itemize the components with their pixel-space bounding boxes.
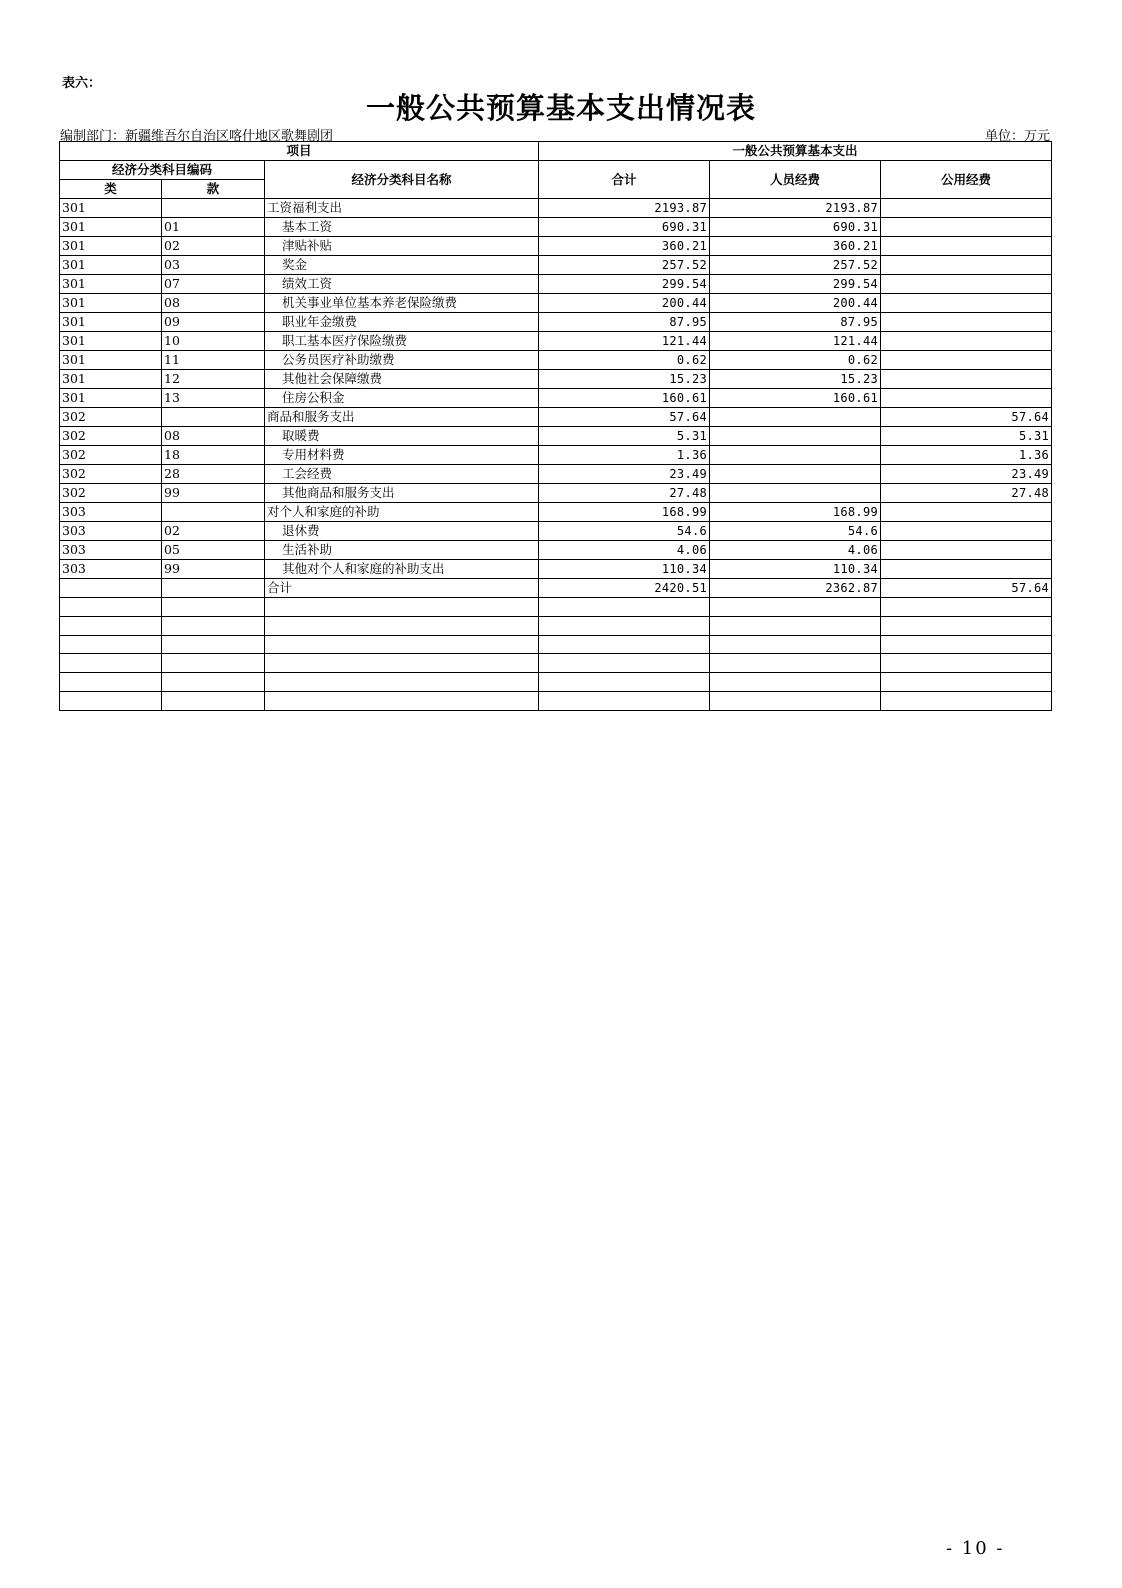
cell-name: 对个人和家庭的补助 <box>265 503 539 522</box>
table-row <box>60 370 1052 389</box>
cell-kuan: 02 <box>162 237 265 256</box>
cell-public <box>881 275 1052 294</box>
cell-lei: 301 <box>60 256 162 275</box>
cell-total: 160.61 <box>539 389 710 408</box>
cell-personnel: 2362.87 <box>710 579 881 598</box>
cell-personnel: 87.95 <box>710 313 881 332</box>
cell-personnel: 15.23 <box>710 370 881 389</box>
cell-kuan: 07 <box>162 275 265 294</box>
cell-total: 57.64 <box>539 408 710 427</box>
cell-personnel <box>710 616 881 635</box>
cell-kuan: 08 <box>162 427 265 446</box>
cell-kuan: 01 <box>162 218 265 237</box>
table-row <box>60 465 1052 484</box>
cell-kuan <box>162 503 265 522</box>
cell-lei: 302 <box>60 465 162 484</box>
cell-kuan: 28 <box>162 465 265 484</box>
table-row <box>60 351 1052 370</box>
cell-public <box>881 673 1052 692</box>
cell-total: 1.36 <box>539 446 710 465</box>
cell-public <box>881 313 1052 332</box>
cell-kuan: 18 <box>162 446 265 465</box>
table-row <box>60 654 1052 673</box>
cell-lei: 303 <box>60 560 162 579</box>
cell-personnel <box>710 465 881 484</box>
cell-total: 2420.51 <box>539 579 710 598</box>
cell-public <box>881 389 1052 408</box>
cell-total: 0.62 <box>539 351 710 370</box>
cell-name: 合计 <box>265 579 539 598</box>
cell-name: 公务员医疗补助缴费 <box>265 351 539 370</box>
cell-public <box>881 541 1052 560</box>
cell-lei: 301 <box>60 294 162 313</box>
header-budget-group: 一般公共预算基本支出 <box>539 142 1052 161</box>
cell-personnel <box>710 691 881 710</box>
cell-total: 110.34 <box>539 560 710 579</box>
cell-personnel <box>710 598 881 617</box>
cell-public: 5.31 <box>881 427 1052 446</box>
cell-kuan: 10 <box>162 332 265 351</box>
cell-total <box>539 654 710 673</box>
cell-personnel: 2193.87 <box>710 199 881 218</box>
cell-kuan: 09 <box>162 313 265 332</box>
cell-personnel <box>710 673 881 692</box>
cell-kuan <box>162 691 265 710</box>
table-row <box>60 294 1052 313</box>
cell-lei: 301 <box>60 313 162 332</box>
cell-lei: 303 <box>60 522 162 541</box>
cell-name: 生活补助 <box>265 541 539 560</box>
cell-lei: 301 <box>60 351 162 370</box>
cell-total <box>539 635 710 654</box>
cell-lei: 301 <box>60 275 162 294</box>
cell-name: 其他商品和服务支出 <box>265 484 539 503</box>
cell-kuan: 02 <box>162 522 265 541</box>
cell-kuan: 13 <box>162 389 265 408</box>
header-public: 公用经费 <box>881 161 1052 199</box>
cell-personnel: 257.52 <box>710 256 881 275</box>
cell-public <box>881 598 1052 617</box>
header-personnel: 人员经费 <box>710 161 881 199</box>
cell-public <box>881 654 1052 673</box>
cell-personnel: 0.62 <box>710 351 881 370</box>
table-row <box>60 598 1052 617</box>
table-row <box>60 541 1052 560</box>
cell-public <box>881 351 1052 370</box>
cell-name: 津贴补贴 <box>265 237 539 256</box>
cell-public <box>881 522 1052 541</box>
cell-total <box>539 616 710 635</box>
cell-lei <box>60 616 162 635</box>
header-kuan: 款 <box>162 180 265 199</box>
cell-kuan <box>162 635 265 654</box>
cell-name: 职业年金缴费 <box>265 313 539 332</box>
page-title: 一般公共预算基本支出情况表 <box>365 91 756 125</box>
cell-public: 1.36 <box>881 446 1052 465</box>
cell-name: 商品和服务支出 <box>265 408 539 427</box>
cell-name: 住房公积金 <box>265 389 539 408</box>
table-label: 表六： <box>62 76 102 91</box>
cell-kuan: 05 <box>162 541 265 560</box>
cell-lei: 303 <box>60 541 162 560</box>
cell-kuan: 08 <box>162 294 265 313</box>
cell-public <box>881 691 1052 710</box>
cell-lei: 303 <box>60 503 162 522</box>
cell-name <box>265 673 539 692</box>
cell-name <box>265 635 539 654</box>
cell-public: 57.64 <box>881 579 1052 598</box>
table-row <box>60 218 1052 237</box>
cell-name: 基本工资 <box>265 218 539 237</box>
cell-lei: 301 <box>60 370 162 389</box>
cell-total: 4.06 <box>539 541 710 560</box>
cell-personnel: 168.99 <box>710 503 881 522</box>
cell-total: 54.6 <box>539 522 710 541</box>
cell-name <box>265 654 539 673</box>
cell-total: 257.52 <box>539 256 710 275</box>
table-row <box>60 313 1052 332</box>
cell-name: 退休费 <box>265 522 539 541</box>
cell-lei: 301 <box>60 389 162 408</box>
cell-personnel: 160.61 <box>710 389 881 408</box>
cell-public <box>881 294 1052 313</box>
cell-public <box>881 616 1052 635</box>
table-row <box>60 256 1052 275</box>
cell-personnel <box>710 484 881 503</box>
cell-name: 专用材料费 <box>265 446 539 465</box>
cell-total: 121.44 <box>539 332 710 351</box>
cell-personnel: 110.34 <box>710 560 881 579</box>
table-row <box>60 579 1052 598</box>
cell-personnel <box>710 408 881 427</box>
cell-name: 工资福利支出 <box>265 199 539 218</box>
cell-name: 其他对个人和家庭的补助支出 <box>265 560 539 579</box>
table-row <box>60 332 1052 351</box>
cell-personnel <box>710 446 881 465</box>
cell-lei: 302 <box>60 484 162 503</box>
cell-kuan <box>162 654 265 673</box>
table-row <box>60 635 1052 654</box>
cell-kuan <box>162 408 265 427</box>
cell-public <box>881 560 1052 579</box>
cell-total <box>539 598 710 617</box>
cell-name <box>265 616 539 635</box>
cell-lei <box>60 635 162 654</box>
cell-name: 其他社会保障缴费 <box>265 370 539 389</box>
cell-personnel: 121.44 <box>710 332 881 351</box>
unit-label: 单位：万元 <box>984 129 1050 144</box>
table-row <box>60 237 1052 256</box>
cell-total: 15.23 <box>539 370 710 389</box>
cell-name <box>265 598 539 617</box>
cell-personnel: 4.06 <box>710 541 881 560</box>
table-row <box>60 560 1052 579</box>
page-number: - 10 - <box>946 1538 1005 1559</box>
header-total: 合计 <box>539 161 710 199</box>
header-name: 经济分类科目名称 <box>265 161 539 199</box>
cell-lei <box>60 654 162 673</box>
cell-total: 360.21 <box>539 237 710 256</box>
header-project: 项目 <box>60 142 539 161</box>
cell-name: 绩效工资 <box>265 275 539 294</box>
cell-personnel: 690.31 <box>710 218 881 237</box>
cell-total: 23.49 <box>539 465 710 484</box>
cell-total: 5.31 <box>539 427 710 446</box>
cell-lei <box>60 691 162 710</box>
cell-kuan: 99 <box>162 560 265 579</box>
table-row <box>60 408 1052 427</box>
cell-total: 87.95 <box>539 313 710 332</box>
cell-kuan: 03 <box>162 256 265 275</box>
cell-personnel <box>710 654 881 673</box>
table-body <box>60 199 1052 711</box>
cell-kuan: 12 <box>162 370 265 389</box>
cell-public: 23.49 <box>881 465 1052 484</box>
table-row <box>60 275 1052 294</box>
cell-lei <box>60 579 162 598</box>
cell-total <box>539 691 710 710</box>
cell-total <box>539 673 710 692</box>
cell-kuan <box>162 673 265 692</box>
cell-lei <box>60 673 162 692</box>
table-row <box>60 446 1052 465</box>
cell-personnel: 200.44 <box>710 294 881 313</box>
cell-total: 200.44 <box>539 294 710 313</box>
cell-personnel: 54.6 <box>710 522 881 541</box>
table-row <box>60 484 1052 503</box>
cell-lei: 302 <box>60 427 162 446</box>
cell-kuan <box>162 616 265 635</box>
table-row <box>60 199 1052 218</box>
cell-name <box>265 691 539 710</box>
cell-total: 690.31 <box>539 218 710 237</box>
cell-total: 27.48 <box>539 484 710 503</box>
cell-name: 职工基本医疗保险缴费 <box>265 332 539 351</box>
table-row <box>60 427 1052 446</box>
cell-public <box>881 332 1052 351</box>
cell-kuan: 99 <box>162 484 265 503</box>
cell-public <box>881 370 1052 389</box>
cell-total: 168.99 <box>539 503 710 522</box>
cell-personnel <box>710 427 881 446</box>
cell-lei: 302 <box>60 408 162 427</box>
cell-kuan: 11 <box>162 351 265 370</box>
cell-kuan <box>162 579 265 598</box>
cell-name: 机关事业单位基本养老保险缴费 <box>265 294 539 313</box>
cell-total: 299.54 <box>539 275 710 294</box>
table-row <box>60 389 1052 408</box>
cell-public <box>881 503 1052 522</box>
table-row <box>60 673 1052 692</box>
cell-total: 2193.87 <box>539 199 710 218</box>
cell-public <box>881 256 1052 275</box>
budget-table <box>59 141 1052 711</box>
cell-kuan <box>162 598 265 617</box>
cell-lei: 301 <box>60 332 162 351</box>
table-row <box>60 691 1052 710</box>
cell-public: 57.64 <box>881 408 1052 427</box>
table-row <box>60 616 1052 635</box>
cell-lei <box>60 598 162 617</box>
header-code-group: 经济分类科目编码 <box>60 161 265 180</box>
cell-public <box>881 635 1052 654</box>
cell-name: 取暖费 <box>265 427 539 446</box>
table-row <box>60 522 1052 541</box>
cell-name: 奖金 <box>265 256 539 275</box>
cell-kuan <box>162 199 265 218</box>
cell-lei: 302 <box>60 446 162 465</box>
table-row <box>60 503 1052 522</box>
table-header <box>60 142 1052 199</box>
department-label: 编制部门：新疆维吾尔自治区喀什地区歌舞剧团 <box>60 129 334 144</box>
cell-public <box>881 237 1052 256</box>
cell-name: 工会经费 <box>265 465 539 484</box>
cell-personnel: 360.21 <box>710 237 881 256</box>
cell-public: 27.48 <box>881 484 1052 503</box>
cell-personnel <box>710 635 881 654</box>
cell-lei: 301 <box>60 199 162 218</box>
header-lei: 类 <box>60 180 162 199</box>
cell-personnel: 299.54 <box>710 275 881 294</box>
cell-public <box>881 199 1052 218</box>
cell-lei: 301 <box>60 237 162 256</box>
cell-public <box>881 218 1052 237</box>
cell-lei: 301 <box>60 218 162 237</box>
